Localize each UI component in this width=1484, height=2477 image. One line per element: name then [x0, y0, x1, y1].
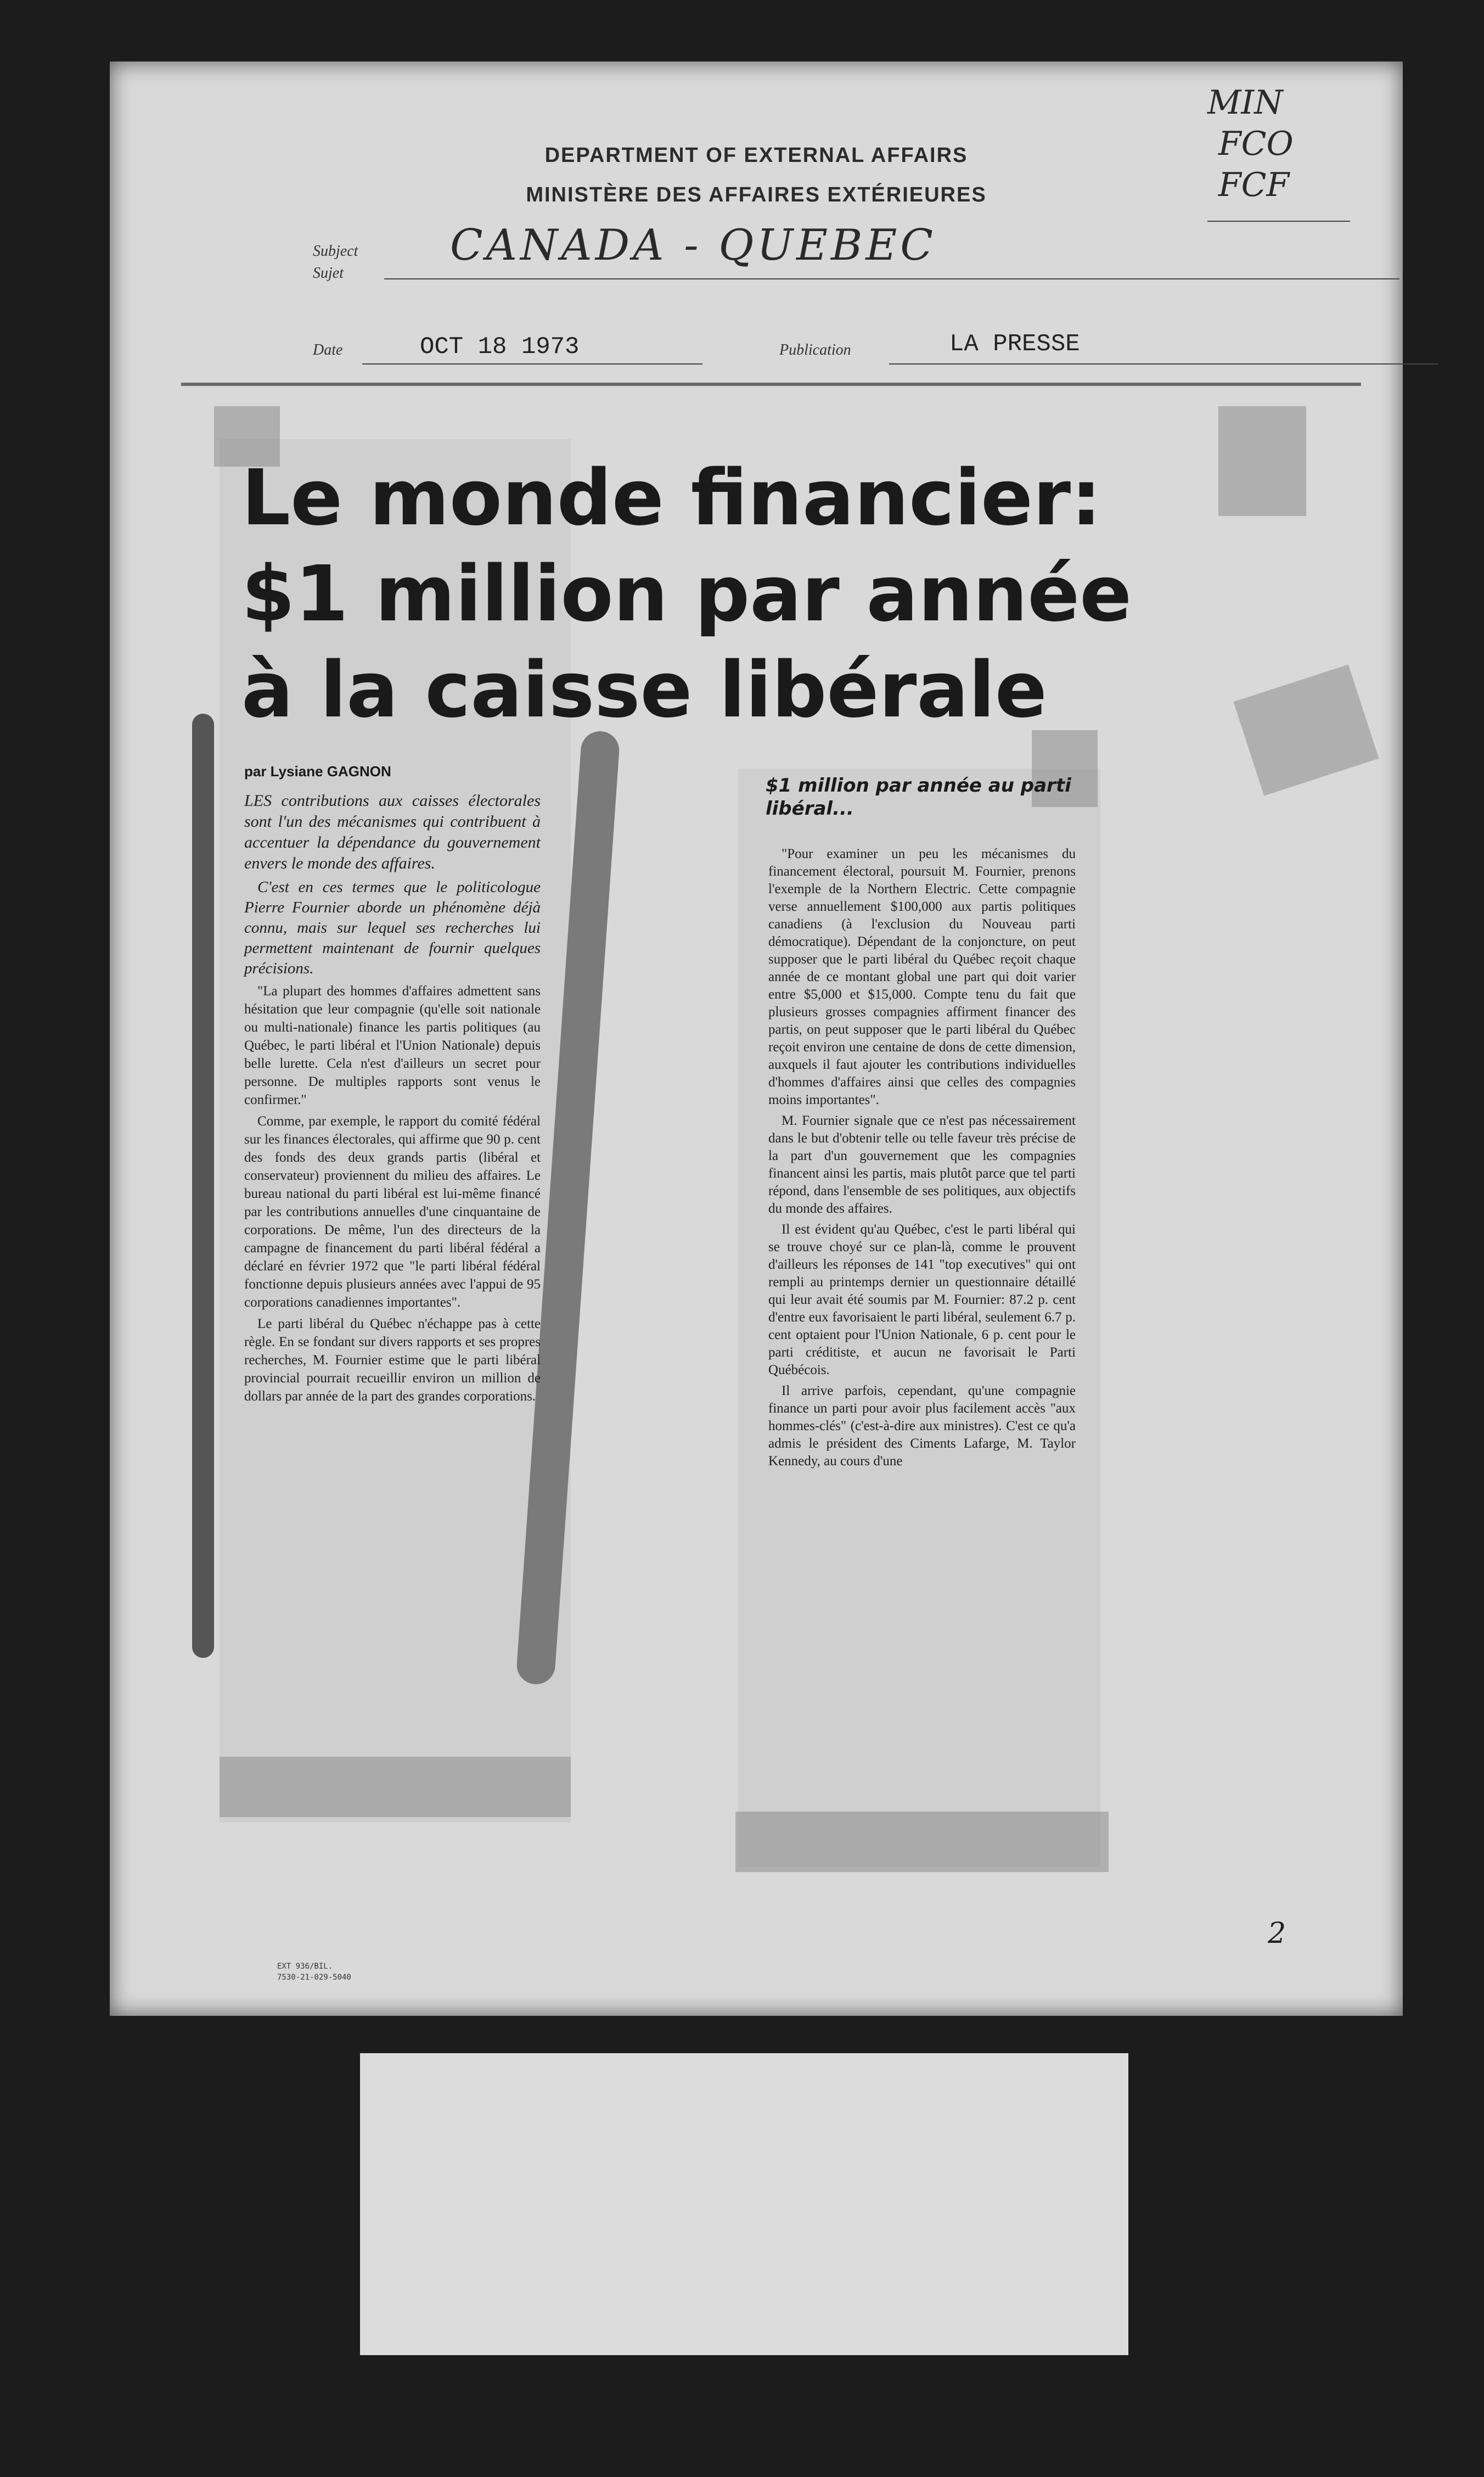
tape-bottom-right [735, 1812, 1109, 1872]
subject-underline [384, 278, 1399, 279]
left-paragraph-1: "La plupart des hommes d'affaires admettent sans hésitation que leur compagnie (qu'elle soit nationale ou multi-nationale) finance les partis politiques (au Québec, le parti libéral et l'Union Nationale) depuis belle lurette. Cela n'est d'ailleurs un secret pour personne. De multiples rapports sont venus le confirmer." [244, 984, 541, 1107]
publication-label: Publication [779, 341, 851, 358]
left-paragraph-2: Comme, par exemple, le rapport du comité fédéral sur les finances électorales, qui affirme que 90 p. cent des fonds des deux grands partis (libéral et conservateur) proviennent du milieu des affaires. Le bureau national du parti libéral est lui-même financé par les contributions annuelles d'une cinquantaine de corporations. De même, l'un des directeurs de la campagne de financement du parti libéral fédéral a déclaré en février 1972 que "le parti libéral fédéral fonctionne depuis plusieurs années avec l'appui de 95 corporations canadiennes importantes". [244, 1114, 541, 1310]
form-code-line-1: EXT 936/BIL. [277, 1962, 333, 1971]
article-column-left [244, 791, 541, 1409]
routing-initial-fco: FCO [1218, 125, 1294, 163]
left-paragraph-3: Le parti libéral du Québec n'échappe pas à cette règle. En se fondant sur divers rapports et ses propres recherches, M. Fournier estime que le parti libéral provincial pourrait recueillir environ un million de dollars par année de la part des grandes corporations. [244, 1316, 541, 1404]
publication-underline [889, 363, 1438, 365]
routing-underline [1207, 221, 1350, 222]
routing-initial-min: MIN [1207, 83, 1283, 122]
subject-label-fr: Sujet [313, 265, 344, 282]
article-headline [241, 450, 1174, 738]
subject-value: CANADA - QUEBEC [450, 221, 936, 270]
subject-label-en: Subject [313, 243, 358, 260]
right-paragraph-3: Il est évident qu'au Québec, c'est le parti libéral qui se trouve choyé sur ce plan-là, comme le prouvent d'ailleurs les réponses de 141 "top executives" qui ont rempli au printemps dernier un questionnaire détaillé qui leur avait été soumis par M. Fournier: 87.2 p. cent d'entre eux favorisaient le parti libéral, seulement 6.7 p. cent optaient pour l'Union Nationale, 6 p. cent pour le parti créditiste, et aucun ne favorisait le Parti Québécois. [768, 1222, 1076, 1377]
right-paragraph-4: Il arrive parfois, cependant, qu'une compagnie finance un parti pour avoir plus facilement accès "aux hommes-clés" (c'est-à-dire aux ministres). C'est ce qu'a admis le président des Ciments Lafarge, M. Taylor Kennedy, au cours d'une [768, 1383, 1076, 1469]
date-underline [362, 363, 702, 365]
headline-line-3: à la caisse libérale [241, 646, 1047, 735]
page-number: 2 [1268, 1917, 1286, 1950]
tape-bottom-left [220, 1757, 571, 1817]
right-paragraph-1: "Pour examiner un peu les mécanismes du financement électoral, poursuit M. Fournier, prenons l'exemple de la Northern Electric. Cette compagnie verse annuellement $100,000 aux partis politiques canadiens (à l'exclusion du Nouveau parti démocratique). Dépendant de la conjoncture, on peut supposer que le parti libéral du Québec reçoit chaque année de ce montant global une part qui doit varier entre $5,000 et $15,000. Compte tenu du fait que plusieurs grosses compagnies affirment financer des partis, on peut supposer que le parti libéral du Québec reçoit environ une centaine de dons de cette dimension, auxquels il faut ajouter les contributions individuelles d'hommes d'affaires ainsi que celles des compagnies moins importantes". [768, 847, 1076, 1107]
date-label: Date [313, 341, 343, 358]
header-rule [181, 383, 1361, 386]
date-value: OCT 18 1973 [420, 333, 580, 361]
headline-line-2: $1 million par année [241, 550, 1132, 639]
publication-value: LA PRESSE [949, 330, 1080, 358]
article-byline: par Lysiane GAGNON [244, 763, 391, 780]
department-name-french: MINISTÈRE DES AFFAIRES EXTÉRIEURES [526, 183, 987, 206]
right-paragraph-2: M. Fournier signale que ce n'est pas nécessairement dans le but d'obtenir telle ou telle faveur très précise de la part d'un gouvernement que les compagnies financent ainsi les partis, mais plutôt parce que tel parti répond, dans l'ensemble de ses politiques, aux objectifs du monde des affaires. [768, 1113, 1076, 1216]
blank-index-card [360, 2053, 1128, 2355]
tape-top-right [1218, 406, 1306, 516]
department-name-english: DEPARTMENT OF EXTERNAL AFFAIRS [544, 144, 968, 167]
routing-initial-fcf: FCF [1218, 166, 1290, 204]
form-code [277, 1961, 351, 1983]
continuation-subhead: $1 million par année au parti libéral... [766, 775, 1071, 820]
headline-line-1: Le monde financier: [241, 453, 1102, 543]
lead-paragraph: LES contributions aux caisses électorales sont l'un des mécanismes qui contribuent à accentuer la dépendance du gouvernement envers le monde des affaires. [244, 792, 541, 872]
margin-mark-far-left [192, 714, 214, 1658]
article-column-right [768, 845, 1076, 1473]
intro-paragraph: C'est en ces termes que le politicologue Pierre Fournier aborde un phénomène déjà connu, mais sur lequel ses recherches lui permettent maintenant de fournir quelques précisions. [244, 878, 541, 977]
form-code-line-2: 7530-21-029-5040 [277, 1973, 351, 1982]
